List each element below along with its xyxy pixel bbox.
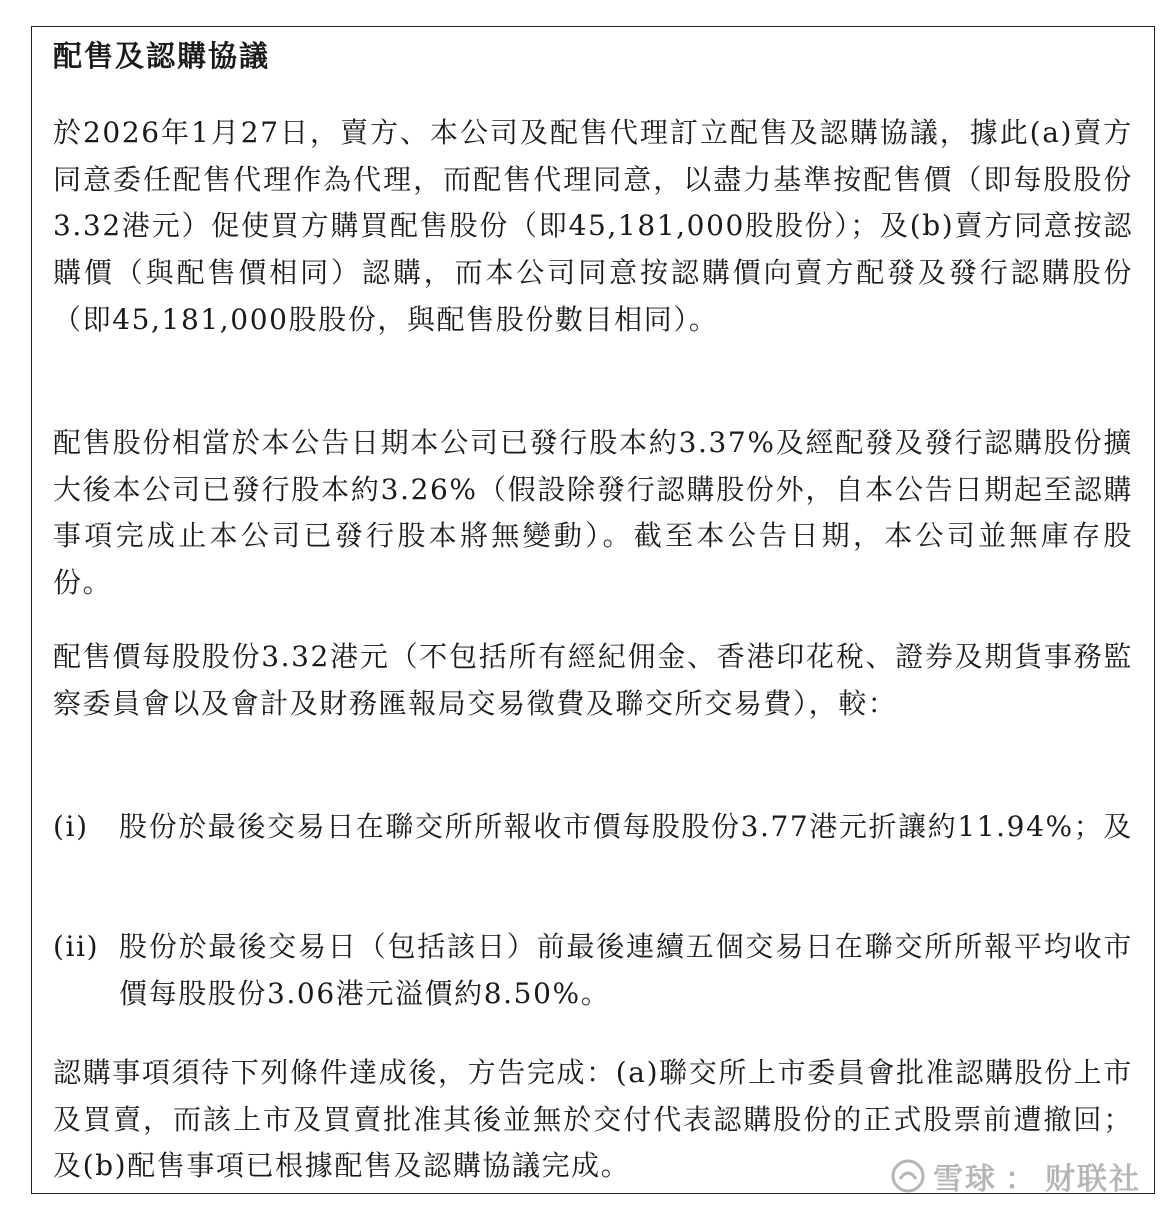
- list-marker: (i): [53, 810, 89, 843]
- list-item-text: 股份於最後交易日在聯交所所報收市價每股股份3.77港元折讓約11.94%；及: [119, 810, 1133, 843]
- list-item-text: 股份於最後交易日（包括該日）前最後連續五個交易日在聯交所所報平均收市價每股股份3.06港元溢價約8.50%。: [119, 930, 1133, 1010]
- watermark: [891, 1154, 1141, 1198]
- list-marker: (ii): [53, 930, 100, 963]
- watermark-author: 财联社: [1045, 1162, 1141, 1197]
- section-title: 配售及認購協議: [53, 39, 271, 73]
- paragraph-share-percentage: 配售股份相當於本公告日期本公司已發行股本約3.37%及經配發及發行認購股份擴大後本公司已發行股本約3.26%（假設除發行認購股份外，自本公告日期起至認購事項完成止本公司已發行股本將無變動）。截至本公告日期，本公司並無庫存股份。: [53, 426, 1133, 600]
- paragraph-agreement: 於2026年1月27日，賣方、本公司及配售代理訂立配售及認購協議，據此(a)賣方同意委任配售代理作為代理，而配售代理同意，以盡力基準按配售價（即每股股份3.32港元）促使買方購買配售股份（即45,181,000股股份）；及(b)賣方同意按認購價（與配售價相同）認購，而本公司同意按認購價向賣方配發及發行認購股份（即45,181,000股股份，與配售股份數目相同）。: [53, 116, 1133, 336]
- paragraph-conditions: 認購事項須待下列條件達成後，方告完成：(a)聯交所上市委員會批准認購股份上市及買賣，而該上市及買賣批准其後並無於交付代表認購股份的正式股票前遭撤回；及(b)配售事項已根據配售及認購協議完成。: [53, 1056, 1133, 1183]
- watermark-site: 雪球: [933, 1162, 997, 1197]
- paragraph-placing-price: 配售價每股股份3.32港元（不包括所有經紀佣金、香港印花稅、證券及期貨事務監察委員會以及會計及財務匯報局交易徵費及聯交所交易費），較：: [53, 640, 1133, 720]
- list-item: [53, 924, 1133, 1017]
- list-item: [53, 804, 1133, 851]
- watermark-separator: ：: [1005, 1162, 1037, 1197]
- snowball-logo-icon: [891, 1159, 925, 1193]
